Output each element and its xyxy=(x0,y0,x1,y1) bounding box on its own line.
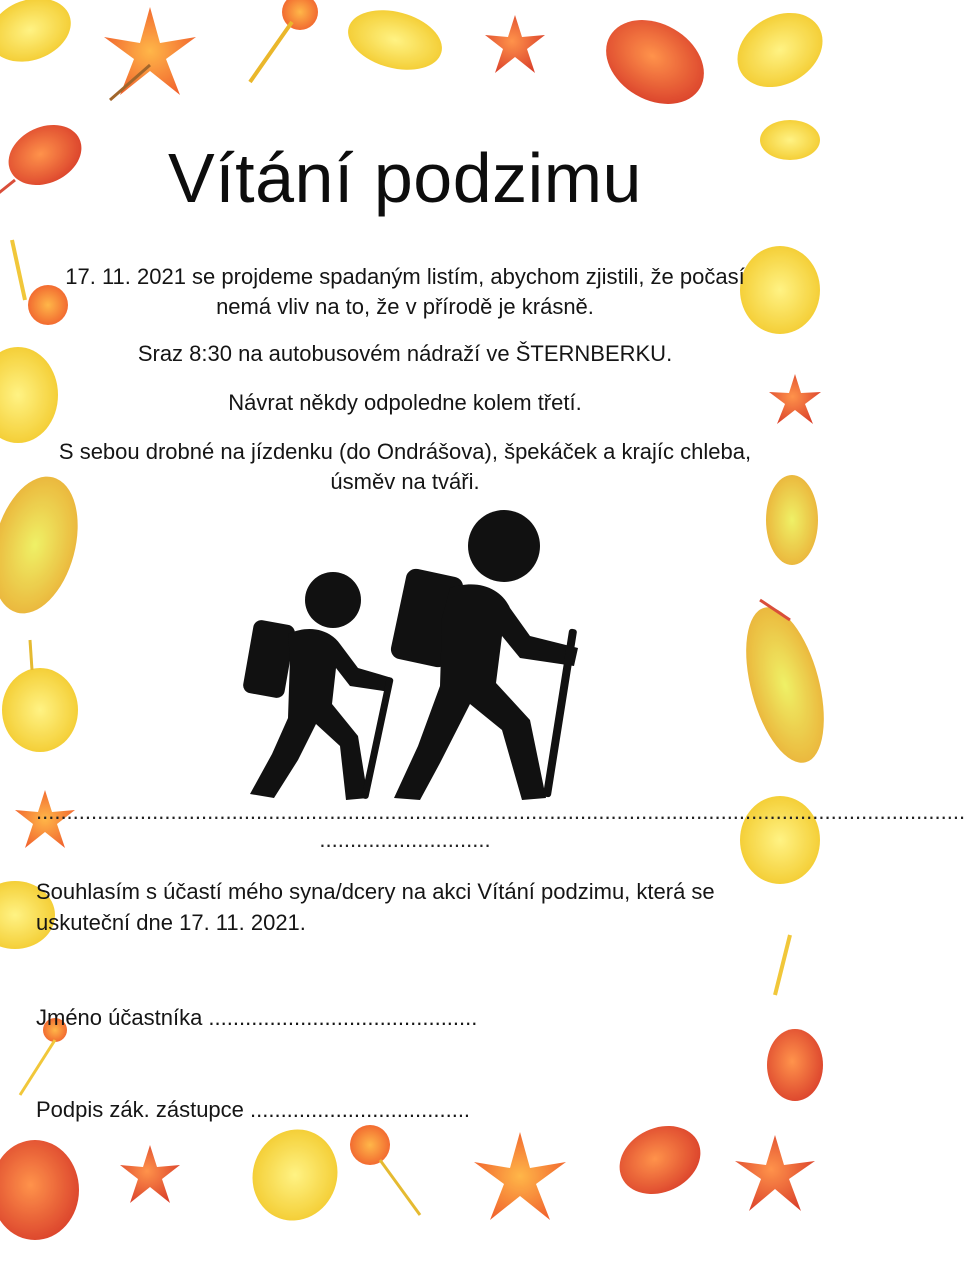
event-description: 17. 11. 2021 se projdeme spadaným listím, abychom zjistili, že počasí nemá vliv na to, že v přírodě je krásně. xyxy=(65,264,745,319)
bring-along-info: S sebou drobné na jízdenku (do Ondrášova), špekáček a krajíc chleba, úsměv na tváři. xyxy=(58,439,752,494)
participant-name-field: Jméno účastníka ............................................ xyxy=(36,1005,478,1030)
consent-statement: Souhlasím s účastí mého syna/dcery na akci Vítání podzimu, která se uskuteční dne 17. 11. 2021. xyxy=(36,879,715,935)
cut-line: ........................................................................................................................................................ xyxy=(36,799,965,824)
guardian-signature-field: Podpis zák. zástupce .................................... xyxy=(36,1097,471,1122)
page-title: Vítání podzimu xyxy=(168,139,642,217)
hikers-icon xyxy=(240,508,590,808)
meeting-info: Sraz 8:30 na autobusovém nádraží ve ŠTERNBERKU. xyxy=(137,341,673,366)
cut-line-continuation: ............................ xyxy=(319,827,491,852)
return-info: Návrat někdy odpoledne kolem třetí. xyxy=(228,390,582,415)
